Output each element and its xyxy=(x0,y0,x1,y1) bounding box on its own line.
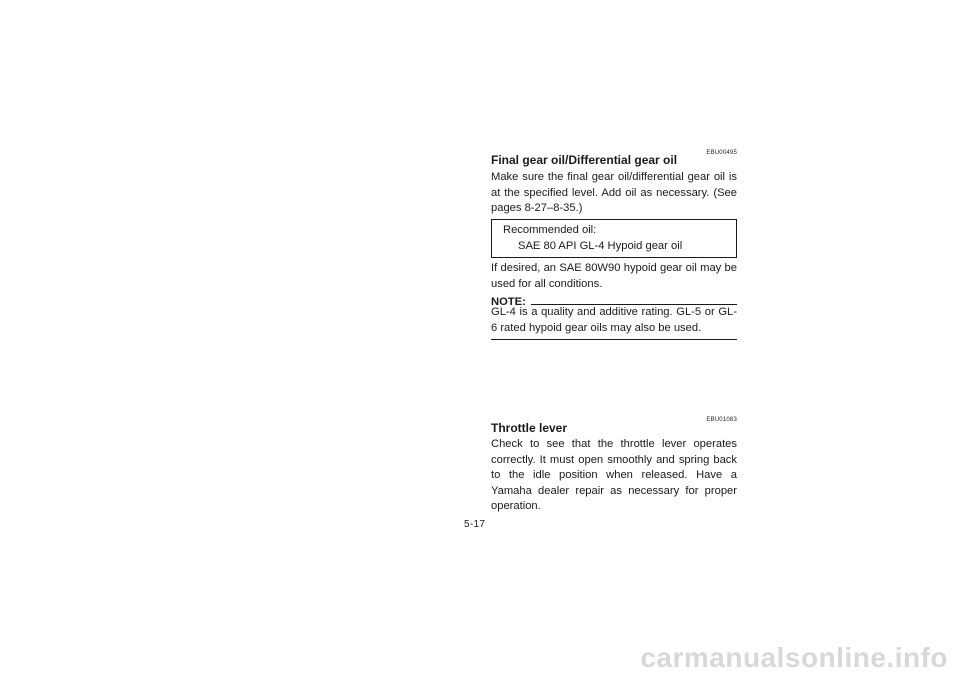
body-paragraph: Check to see that the throttle lever operates correctly. It must open smoothly and spring back to the idle position when released. Have a Yamaha dealer repair as necessary for proper operation. xyxy=(491,438,737,512)
note-divider xyxy=(491,339,737,340)
section-code: EBU00495 xyxy=(706,150,737,156)
section-heading: Throttle lever xyxy=(491,421,568,435)
page-number: 5-17 xyxy=(464,519,486,530)
body-paragraph: If desired, an SAE 80W90 hypoid gear oil may be used for all conditions. xyxy=(491,262,737,290)
spec-value: SAE 80 API GL-4 Hypoid gear oil xyxy=(518,240,683,252)
watermark: carmanualsonline.info xyxy=(640,642,948,673)
section-code: EBU01083 xyxy=(706,417,737,423)
body-paragraph: Make sure the final gear oil/differential gear oil is at the specified level. Add oil as necessary. (See pages 8-27–8-35.) xyxy=(491,171,737,214)
section-heading: Final gear oil/Differential gear oil xyxy=(491,153,678,167)
note-title: NOTE: xyxy=(491,296,526,308)
spec-label: Recommended oil: xyxy=(503,224,597,236)
note-text: GL-4 is a quality and additive rating. GL-5 or GL-6 rated hypoid gear oils may also be used. xyxy=(491,306,737,334)
spec-box xyxy=(491,219,737,258)
